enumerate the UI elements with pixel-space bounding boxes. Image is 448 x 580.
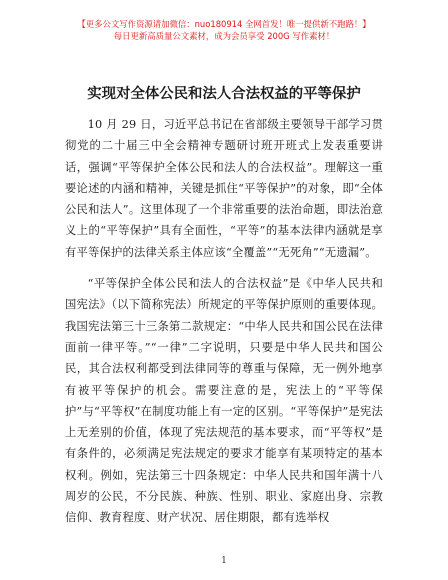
page-number: 1: [221, 556, 227, 566]
promo-banner-line-1: 【更多公文写作资源请加微信：nuo180914 全网首发！唯一提供新不跑路！】: [77, 19, 371, 29]
promo-banner-line-2: 每日更新高质量公文素材，成为会员享受 200G 写作素材！: [113, 31, 335, 41]
promo-banner: [0, 18, 448, 42]
document-title: 实现对全体公民和法人合法权益的平等保护: [87, 86, 361, 102]
paragraph-1: 10 月 29 日，习近平总书记在省部级主要领导干部学习贯彻党的二十届三中全会精神专题研讨班开班式上发表重要讲话，强调“平等保护全体公民和法人的合法权益”。理解这一重要论述的内涵和精神，关键是抓住“平等保护”的对象，即“全体公民和法人”。这里体现了一个非常重要的法治命题，即法治意义上的“平等保护”具有全面性，“平等”的基本法律内涵就是享有平等保护的法律关系主体应该“全覆盖”“无死角”“无遗漏”。: [65, 118, 383, 259]
paragraph-2: “平等保护全体公民和法人的合法权益”是《中华人民共和国宪法》（以下简称宪法）所规定的平等保护原则的重要体现。我国宪法第三十三条第二款规定：“中华人民共和国公民在法律面前一律平等。”“一律”二字说明，只要是中华人民共和国公民，其合法权利都受到法律同等的尊重与保障，无一例外地享有被平等保护的机会。需要注意的是，宪法上的“平等保护”与“平等权”在制度功能上有一定的区别。“平等保护”是宪法上无差别的价值，体现了宪法规范的基本要求，而“平等权”是有条件的，必须满足宪法规定的要求才能享有某项特定的基本权利。例如，宪法第三十四条规定：中华人民共和国年满十八周岁的公民，不分民族、种族、性别、职业、家庭出身、宗教信仰、教育程度、财产状况、居住期限，都有选举权: [65, 277, 383, 525]
document-body: [65, 114, 383, 539]
